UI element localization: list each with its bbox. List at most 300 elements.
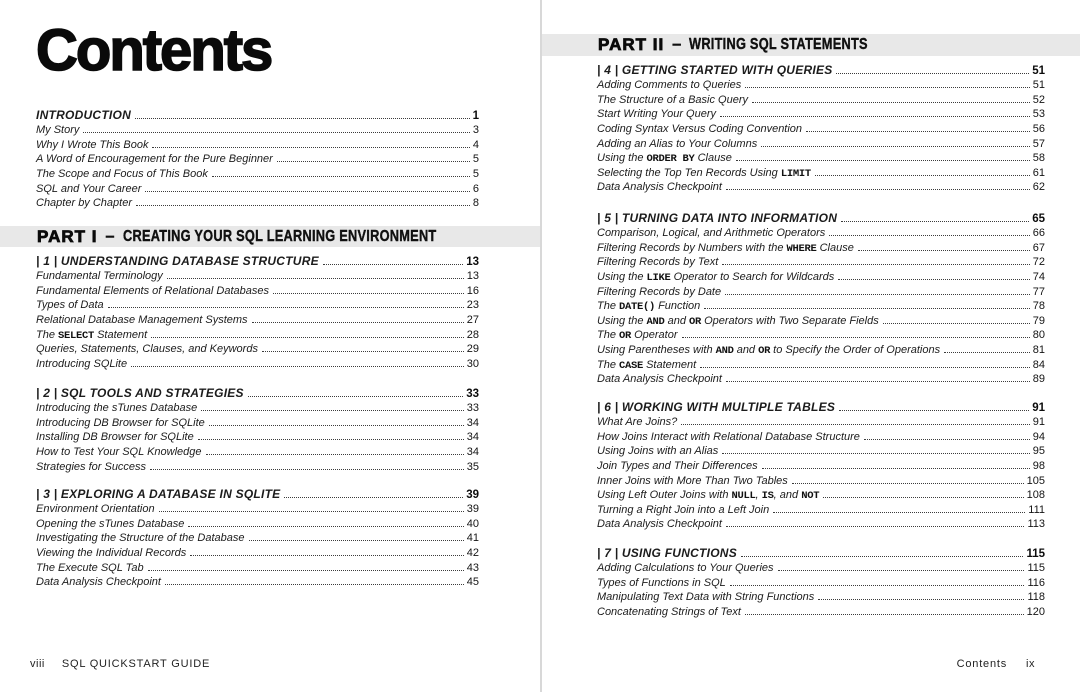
sql-keyword: ORDER BY [646,153,695,166]
toc-entry-text: | 2 | SQL TOOLS AND STRATEGIES [36,386,244,400]
toc-entry-text: Adding an Alias to Your Columns [597,137,758,150]
toc-page-number: 94 [1032,430,1045,443]
toc-page-number: 33 [466,402,479,414]
toc-entry-label [597,151,732,167]
toc-entry-label [36,342,258,357]
part-i-title: CREATING YOUR SQL LEARNING ENVIRONMENT [122,227,437,245]
part-i-banner [0,226,540,247]
toc-item-row [36,561,479,576]
toc-entry-text: Introducing DB Browser for SQLite [36,416,205,429]
toc-entry-label [36,152,273,167]
toc-entry-text: The Scope and Focus of This Book [36,167,208,180]
toc-entry-text: , and [773,489,802,502]
toc-item-row [36,401,479,416]
toc-entry-text: Opening the sTunes Database [36,517,185,530]
toc-entry-label [36,502,155,517]
toc-page-number: 51 [1032,65,1045,77]
sql-keyword: AND [646,315,665,328]
dot-leader [151,337,464,338]
toc-entry-label [36,517,184,532]
toc-item-row [597,107,1045,122]
toc-entry-text: Fundamental Terminology [36,270,163,282]
toc-entry-text: Introducing the sTunes Database [36,402,198,414]
dot-leader [165,584,464,585]
toc-item-row [597,488,1045,503]
toc-entry-label [36,416,205,431]
toc-page-number: 113 [1027,518,1045,531]
toc-page-number: 105 [1026,474,1045,487]
toc-entry-text: Using Left Outer Joins with [597,489,732,502]
dot-leader [83,132,469,133]
dot-leader [726,526,1025,527]
toc-entry-text: , [755,489,762,502]
toc-entry-label [597,576,726,591]
toc-page-number: 115 [1027,562,1045,574]
dot-leader [818,599,1024,600]
toc-item-row [36,328,479,343]
toc-entry-label [597,226,825,241]
toc-item-row [36,152,479,167]
toc-page-number: 5 [472,153,479,166]
introduction-toc-section [36,108,479,211]
toc-page-number: 81 [1032,344,1045,356]
dot-leader [726,381,1030,382]
toc-item-row [597,137,1045,152]
toc-entry-label [597,211,837,226]
toc-entry-text: The [36,328,59,341]
part-ii-banner [542,34,1080,56]
toc-entry-label [36,430,194,445]
toc-entry-label [597,546,737,561]
toc-entry-text: The Structure of a Basic Query [597,93,749,106]
toc-page-number: 34 [466,416,479,429]
sql-keyword: IS [761,490,774,503]
dot-leader [839,410,1029,411]
dot-leader [136,205,470,206]
toc-entry-text: | 4 | GETTING STARTED WITH QUERIES [597,63,833,77]
toc-page-number: 116 [1027,576,1045,589]
toc-entry-label [597,241,854,257]
dot-leader [108,307,464,308]
toc-entry-label [597,517,722,532]
dot-leader [681,424,1029,425]
toc-entry-label [597,122,802,137]
toc-entry-text: Statement [643,358,697,371]
toc-item-row [597,358,1045,373]
toc-page-number: 77 [1032,285,1045,298]
toc-entry-label [597,400,835,415]
toc-item-row [36,196,479,211]
toc-page-number: 43 [466,561,479,574]
toc-page-number: 84 [1032,358,1045,371]
dot-leader [682,337,1030,338]
toc-item-row [36,298,479,313]
toc-item-row [36,123,479,138]
toc-entry-label [36,561,144,576]
toc-item-row [597,343,1045,358]
toc-entry-label [36,313,248,328]
toc-page-number: 115 [1026,548,1045,560]
toc-page-number: 30 [466,357,479,370]
toc-entry-text: to Specify the Order of Operations [770,344,941,356]
chapter-3-toc-section [36,487,479,590]
sql-keyword: OR [619,330,632,343]
toc-item-row [597,444,1045,459]
toc-page-number: 57 [1032,137,1045,150]
dot-leader [152,147,469,148]
sql-keyword: OR [758,345,771,357]
toc-page-number: 108 [1026,489,1045,502]
toc-entry-text: Viewing the Individual Records [36,546,187,559]
sql-keyword: AND [715,345,734,357]
toc-entry-text: How to Test Your SQL Knowledge [36,445,202,458]
toc-item-row [597,430,1045,445]
toc-entry-text: Coding Syntax Versus Coding Convention [597,122,803,135]
toc-entry-label [597,137,757,152]
toc-entry-label [597,78,741,93]
toc-entry-text: The Execute SQL Tab [36,561,144,574]
toc-entry-label [36,196,132,211]
toc-entry-text: Using the [597,152,647,165]
toc-entry-text: Selecting the Top Ten Records Using [597,166,781,179]
toc-item-row [36,502,479,517]
toc-entry-label [597,180,722,195]
toc-entry-label [597,93,748,108]
toc-entry-label [36,328,147,344]
dot-leader [841,221,1029,222]
toc-page-number: 53 [1032,108,1045,121]
toc-page-number: 52 [1032,93,1045,106]
dot-leader [823,497,1023,498]
toc-entry-text: The [597,329,620,342]
toc-page-number: 16 [466,284,479,297]
toc-entry-text: | 1 | UNDERSTANDING DATABASE STRUCTURE [36,254,319,268]
toc-entry-text: My Story [36,124,80,136]
toc-page-number: 39 [466,503,479,515]
toc-entry-text: Start Writing Your Query [597,108,717,121]
toc-page-number: 95 [1032,445,1045,458]
toc-entry-text: Comparison, Logical, and Arithmetic Operators [597,227,826,239]
chapter-7-toc-section [597,546,1045,620]
dot-leader [752,102,1030,103]
toc-entry-text: and [733,344,759,356]
sql-keyword: WHERE [786,242,817,255]
left-page-footer [30,658,210,670]
toc-page-number: 13 [466,256,479,268]
toc-entry-text: How Joins Interact with Relational Database Structure [597,430,860,443]
toc-item-row [597,78,1045,93]
dot-leader [745,614,1024,615]
toc-entry-label [597,328,678,344]
toc-entry-text: The [597,358,620,371]
toc-entry-label [597,270,834,286]
sql-keyword: LIKE [646,271,671,284]
toc-page-number: 67 [1032,241,1045,254]
toc-entry-text: Adding Comments to Queries [597,79,742,91]
toc-entry-text: Queries, Statements, Clauses, and Keywords [36,343,258,356]
toc-item-row [597,270,1045,285]
toc-entry-label [36,123,79,138]
toc-item-row [597,605,1045,620]
toc-item-row [597,415,1045,430]
toc-item-row [597,241,1045,256]
toc-entry-text: Inner Joins with More Than Two Tables [597,474,788,487]
dot-leader [206,454,464,455]
toc-entry-label [36,269,163,284]
toc-page-number: 34 [466,445,479,458]
toc-entry-text: Using Parentheses with [597,344,716,356]
toc-entry-text: Data Analysis Checkpoint [597,373,722,386]
dot-leader [864,439,1030,440]
dot-leader [209,425,464,426]
sql-keyword: CASE [619,359,644,372]
toc-entry-text: Why I Wrote This Book [36,138,149,151]
toc-entry-text: Investigating the Structure of the Database [36,532,245,545]
toc-page-number: 118 [1027,591,1045,604]
toc-entry-text: Installing DB Browser for SQLite [36,431,194,444]
toc-heading-row [597,400,1045,415]
contents-page-title: Contents [36,18,272,83]
part-ii-dash: – [672,36,682,53]
dot-leader [201,410,464,411]
toc-item-row [597,314,1045,329]
toc-entry-text: | 3 | EXPLORING A DATABASE IN SQLITE [36,487,281,501]
dot-leader [736,160,1030,161]
sql-keyword: NOT [801,490,820,503]
dot-leader [726,189,1030,190]
toc-page-number: 5 [472,167,479,180]
dot-leader [131,366,464,367]
toc-entry-label [36,167,208,182]
toc-page-number: 61 [1032,166,1045,179]
dot-leader [284,497,463,498]
toc-heading-row [597,546,1045,561]
toc-item-row [36,269,479,284]
toc-page-number: 65 [1032,213,1045,225]
part-i-label: PART I [37,226,98,246]
toc-entry-text: Chapter by Chapter [36,197,132,210]
toc-page-number: 13 [466,270,479,282]
dot-leader [858,250,1030,251]
dot-leader [838,279,1029,280]
toc-entry-text: Using the [597,314,647,327]
toc-item-row [597,372,1045,387]
toc-entry-text: Operator [631,329,678,342]
dot-leader [815,175,1030,176]
toc-page-number: 56 [1032,122,1045,135]
chapter-6-toc-section [597,400,1045,532]
toc-entry-text: Data Analysis Checkpoint [597,518,722,531]
toc-entry-label [36,386,244,401]
toc-entry-text: Adding Calculations to Your Queries [597,562,774,574]
toc-entry-text: Clause [694,152,732,165]
toc-page-number: 89 [1032,373,1045,386]
toc-entry-label [36,138,148,153]
toc-item-row [597,166,1045,181]
toc-page-number: 27 [466,313,479,326]
toc-entry-label [597,503,769,518]
toc-page-number: 91 [1032,402,1045,414]
toc-item-row [36,575,479,590]
toc-item-row [36,531,479,546]
toc-entry-label [597,430,860,445]
toc-heading-row [597,63,1045,78]
toc-entry-label [597,63,832,78]
toc-entry-text: INTRODUCTION [36,108,131,122]
toc-entry-label [36,357,127,372]
toc-entry-label [597,314,879,330]
toc-entry-label [597,358,696,374]
dot-leader [773,512,1025,513]
toc-entry-label [36,298,104,313]
toc-item-row [597,590,1045,605]
toc-page-number: 42 [466,546,479,559]
toc-entry-text: Concatenating Strings of Text [597,605,741,618]
sql-keyword: OR [689,315,702,328]
dot-leader [829,235,1030,236]
toc-entry-text: Introducing SQLite [36,357,128,370]
toc-page-number: 6 [472,182,479,195]
toc-page-number: 29 [466,343,479,356]
toc-entry-text: Filtering Records by Date [597,285,722,298]
toc-item-row [597,576,1045,591]
sql-keyword: DATE() [619,301,656,314]
toc-item-row [597,299,1045,314]
dot-leader [741,556,1023,557]
toc-item-row [36,460,479,475]
toc-item-row [597,122,1045,137]
toc-entry-text: Join Types and Their Differences [597,459,758,472]
toc-entry-label [36,531,245,546]
toc-item-row [597,285,1045,300]
sql-keyword: NULL [731,490,756,503]
toc-item-row [597,93,1045,108]
toc-entry-label [36,254,319,269]
toc-item-row [36,416,479,431]
dot-leader [944,352,1030,353]
dot-leader [730,585,1025,586]
toc-entry-text: Filtering Records by Text [597,256,719,269]
toc-item-row [36,342,479,357]
toc-entry-label [36,284,269,299]
toc-entry-label [597,255,718,270]
toc-entry-label [597,459,758,474]
dot-leader [725,294,1030,295]
dot-leader [167,278,464,279]
dot-leader [273,293,464,294]
dot-leader [720,116,1030,117]
toc-entry-text: Types of Data [36,299,104,312]
dot-leader [148,570,464,571]
dot-leader [323,264,463,265]
toc-entry-text: Operators with Two Separate Fields [701,314,879,327]
left-running-head: SQL QUICKSTART GUIDE [61,658,211,670]
toc-entry-label [36,108,131,123]
toc-heading-row [36,254,479,269]
toc-entry-text: Filtering Records by Numbers with the [597,241,787,254]
toc-entry-label [597,299,700,315]
toc-entry-text: | 5 | TURNING DATA INTO INFORMATION [597,211,838,225]
toc-page-number: 120 [1026,605,1045,618]
toc-page-number: 4 [472,138,479,151]
chapter-2-toc-section [36,386,479,474]
toc-page-number: 41 [466,532,479,545]
toc-page-number: 80 [1032,329,1045,342]
dot-leader [145,191,469,192]
toc-item-row [597,517,1045,532]
part-ii-title: WRITING SQL STATEMENTS [689,36,869,53]
toc-entry-label [597,605,741,620]
toc-entry-text: Using the [597,270,647,283]
dot-leader [778,570,1025,571]
dot-leader [722,453,1029,454]
dot-leader [745,87,1029,88]
toc-entry-label [597,488,819,504]
toc-entry-label [36,546,186,561]
toc-page-number: 58 [1032,152,1045,165]
toc-item-row [36,182,479,197]
toc-entry-text: Using Joins with an Alias [597,445,719,458]
toc-item-row [597,459,1045,474]
right-page [542,0,1080,695]
sql-keyword: LIMIT [780,167,811,180]
toc-item-row [36,357,479,372]
toc-entry-label [36,445,202,460]
toc-page-number: 33 [466,388,479,400]
toc-item-row [36,445,479,460]
dot-leader [198,439,464,440]
toc-entry-label [36,460,146,475]
toc-entry-label [36,182,141,197]
toc-page-number: 3 [472,124,479,136]
right-page-footer [957,658,1035,670]
toc-entry-text: Environment Orientation [36,503,155,515]
toc-entry-text: Clause [816,241,854,254]
toc-page-number: 1 [472,110,479,122]
sql-keyword: SELECT [58,329,95,342]
toc-item-row [597,255,1045,270]
toc-entry-text: Data Analysis Checkpoint [597,181,722,194]
toc-item-row [36,546,479,561]
toc-entry-text: Types of Functions in SQL [597,576,726,589]
dot-leader [249,540,464,541]
dot-leader [135,118,470,119]
toc-page-number: 39 [466,489,479,501]
toc-heading-row [36,386,479,401]
toc-page-number: 51 [1032,79,1045,91]
toc-entry-text: Strategies for Success [36,460,147,473]
toc-item-row [597,180,1045,195]
toc-page-number: 72 [1032,256,1045,269]
toc-item-row [36,167,479,182]
toc-page-number: 28 [466,328,479,341]
toc-entry-label [597,343,940,359]
toc-page-number: 66 [1032,227,1045,239]
dot-leader [188,526,463,527]
toc-item-row [597,328,1045,343]
toc-page-number: 35 [466,460,479,473]
toc-page-number: 98 [1032,459,1045,472]
dot-leader [722,264,1029,265]
toc-entry-label [597,474,788,489]
toc-entry-text: Relational Database Management Systems [36,313,248,326]
part-i-dash: – [105,227,115,245]
chapter-1-toc-section [36,254,479,371]
toc-entry-text: | 6 | WORKING WITH MULTIPLE TABLES [597,400,836,414]
right-running-head: Contents [956,658,1008,670]
toc-item-row [597,503,1045,518]
toc-page-number: 62 [1032,181,1045,194]
